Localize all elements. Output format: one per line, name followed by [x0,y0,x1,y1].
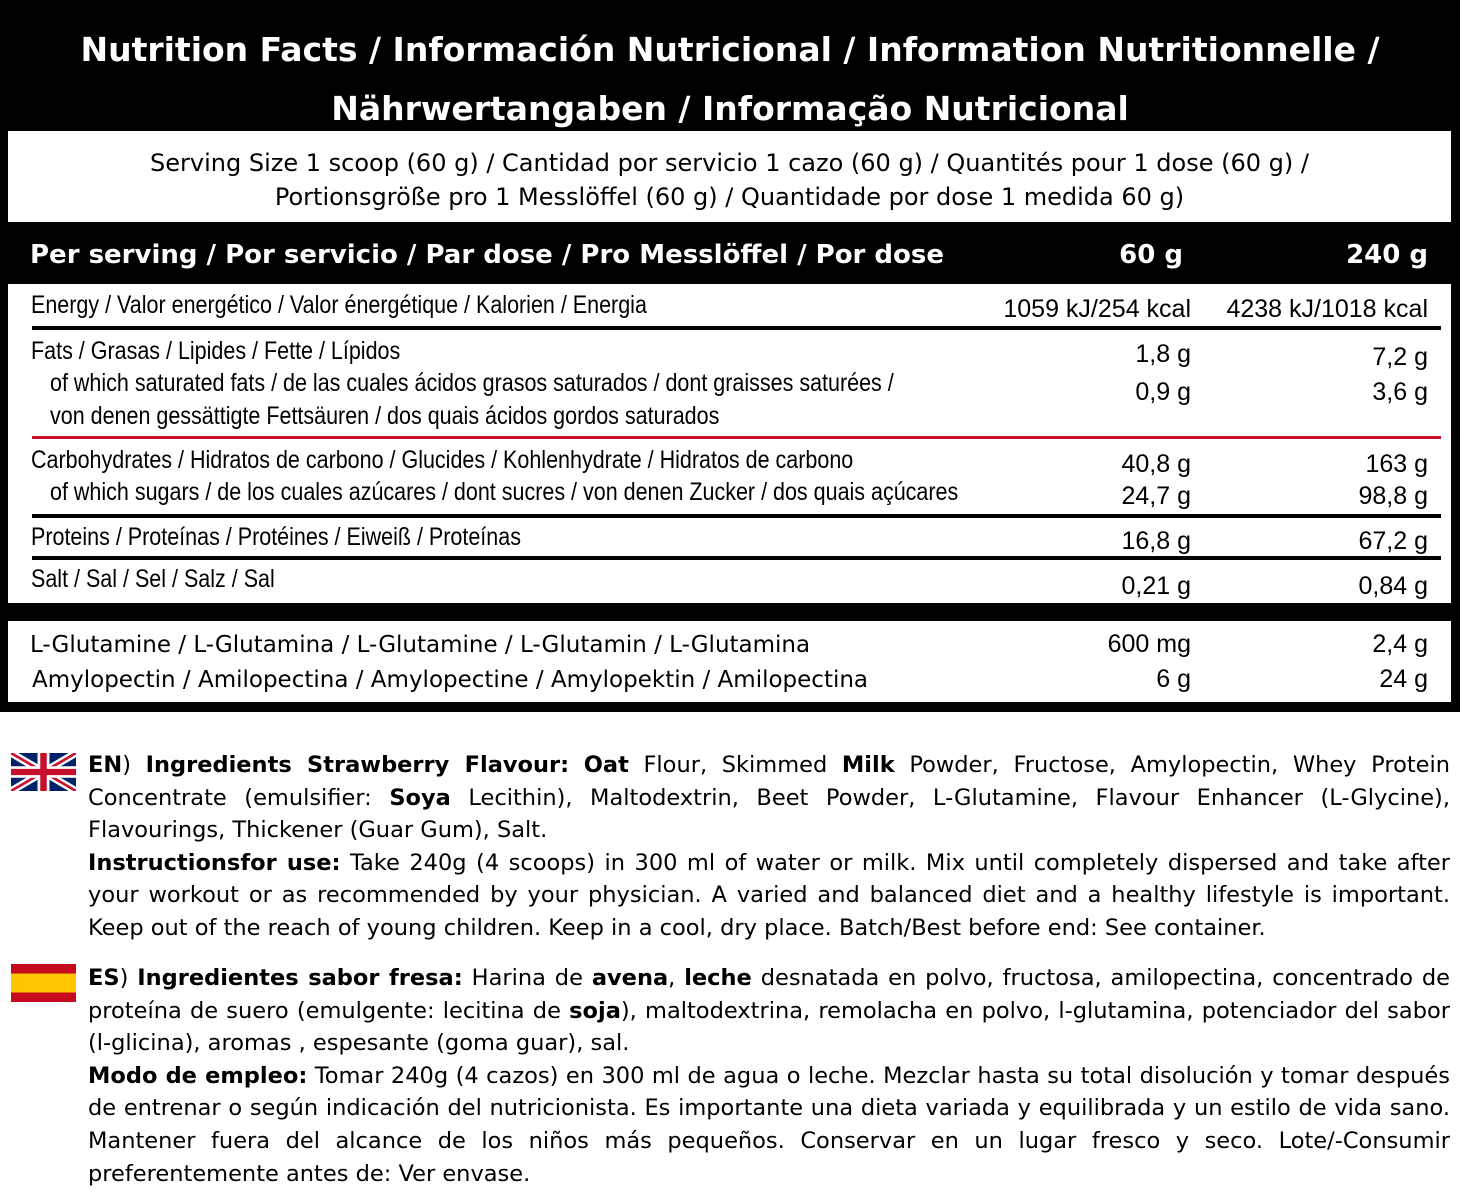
title-line-1: Nutrition Facts / Información Nutricional / Information Nutritionnelle / [80,30,1380,69]
sugars-value-60g: 24,7 g [1121,482,1191,510]
ingredients-es [88,962,1450,1190]
allergen-soja: soja [569,997,621,1024]
energy-value-240g: 4238 kJ/1018 kcal [1226,295,1428,323]
saturated-value-60g: 0,9 g [1135,378,1191,406]
energy-value-60g: 1059 kJ/254 kcal [1003,295,1191,323]
allergen-oat: Oat [583,752,629,778]
allergen-leche: leche [684,965,752,991]
nutrient-table [8,284,1451,603]
language-code-en: EN [88,752,123,778]
ingredients-en [88,749,1450,945]
ingredients-heading-en: Ingredients Strawberry Flavour: [145,752,570,778]
serving-size-box [8,131,1451,222]
amylopectin-label: Amylopectin / Amilopectina / Amylopectine / Amylopektin / Amilopectina [32,667,869,693]
column-header-60g: 60 g [1119,240,1183,270]
spain-flag-icon [11,964,76,1002]
language-code-es: ES [88,965,120,991]
title-line-2: Nährwertangaben / Informação Nutricional [331,89,1129,128]
instructions-heading-es: Modo de empleo: [88,1062,308,1089]
uk-flag-icon [11,753,76,791]
saturated-value-240g: 3,6 g [1372,378,1428,406]
ingredients-heading-es: Ingredientes sabor fresa: [137,965,463,991]
allergen-soya: Soya [389,784,451,811]
divider [32,326,1441,330]
glutamine-value-60g: 600 mg [1107,630,1191,658]
ingredients-en-list: EN) Ingredients Strawberry Flavour: Oat Flour, Skimmed Milk Powder, Fructose, Amylopectin, Whey Protein Concentrate (emulsifier: Soya Lecithin), Maltodextrin, Beet Powder, L-Glutamine, Flavour Enhancer (L-Glycine), Flavourings, Thickener (Guar Gum), Salt. [88,752,1451,844]
ingredients-es-list: ES) Ingredientes sabor fresa: Harina de avena, leche desnatada en polvo, fructosa, amilopectina, concentrado de proteína de suero (emulgente: lecitina de soja), maltodextrina, remolacha en polvo, l-glutamina, potenciador del sabor (l-glicina), aromas , espesante (goma guar), sal. [88,965,1450,1057]
sugars-label: of which sugars / de los cuales azúcares / dont sucres / von denen Zucker / dos quais açúcares [50,478,959,506]
nutrition-title [0,20,1460,138]
divider [32,556,1441,560]
salt-label: Salt / Sal / Sel / Salz / Sal [31,565,275,593]
proteins-value-240g: 67,2 g [1358,527,1428,555]
fats-value-60g: 1,8 g [1135,340,1191,368]
allergen-milk: Milk [841,752,895,778]
divider-red [32,436,1441,439]
saturated-label-2: von denen gessättigte Fettsäuren / dos quais ácidos gordos saturados [50,402,720,430]
instructions-en: Instructionsfor use: Take 240g (4 scoops) in 300 ml of water or milk. Mix until completely dispersed and take after your workout or as recommended by your physician. A varied and balanced diet and a healthy lifestyle is important. Keep out of the reach of young children. Keep in a cool, dry place. Batch/Best before end: See container. [88,849,1450,941]
allergen-avena: avena [591,965,669,991]
saturated-label-1: of which saturated fats / de las cuales ácidos grasos saturados / dont graisses saturées / [50,369,894,397]
additional-ingredients-table [8,621,1451,702]
serving-line-1: Serving Size 1 scoop (60 g) / Cantidad por servicio 1 cazo (60 g) / Quantités pour 1 dose (60 g) / [150,149,1309,177]
per-serving-label: Per serving / Por servicio / Par dose / Pro Messlöffel / Por dose [30,240,945,270]
sugars-value-240g: 98,8 g [1358,482,1428,510]
carbohydrates-value-240g: 163 g [1365,450,1428,478]
instructions-heading-en: Instructionsfor use: [88,849,341,876]
glutamine-label: L-Glutamine / L-Glutamina / L-Glutamine / L-Glutamin / L-Glutamina [30,632,811,658]
energy-label: Energy / Valor energético / Valor énergétique / Kalorien / Energia [31,291,647,319]
fats-value-240g: 7,2 g [1372,343,1428,371]
amylopectin-value-240g: 24 g [1379,665,1428,693]
divider [32,514,1441,518]
salt-value-60g: 0,21 g [1121,572,1191,600]
carbohydrates-label: Carbohydrates / Hidratos de carbono / Glucides / Kohlenhydrate / Hidratos de carbono [31,446,854,474]
column-header-240g: 240 g [1346,240,1428,270]
salt-value-240g: 0,84 g [1358,572,1428,600]
carbohydrates-value-60g: 40,8 g [1121,450,1191,478]
proteins-label: Proteins / Proteínas / Protéines / Eiweiß / Proteínas [31,523,521,551]
proteins-value-60g: 16,8 g [1121,527,1191,555]
glutamine-value-240g: 2,4 g [1372,630,1428,658]
amylopectin-value-60g: 6 g [1156,665,1191,693]
fats-label: Fats / Grasas / Lipides / Fette / Lípidos [31,337,401,365]
instructions-es: Modo de empleo: Tomar 240g (4 cazos) en 300 ml de agua o leche. Mezclar hasta su total disolución y tomar después de entrenar o según indicación del nutricionista. Es importante una dieta variada y equilibrada y un estilo de vida sano. Mantener fuera del alcance de los niños más pequeños. Conservar en un lugar fresco y seco. Lote/-Consumir preferentemente antes de: Ver envase. [88,1062,1450,1187]
serving-line-2: Portionsgröße pro 1 Messlöffel (60 g) / Quantidade por dose 1 medida 60 g) [274,183,1185,211]
